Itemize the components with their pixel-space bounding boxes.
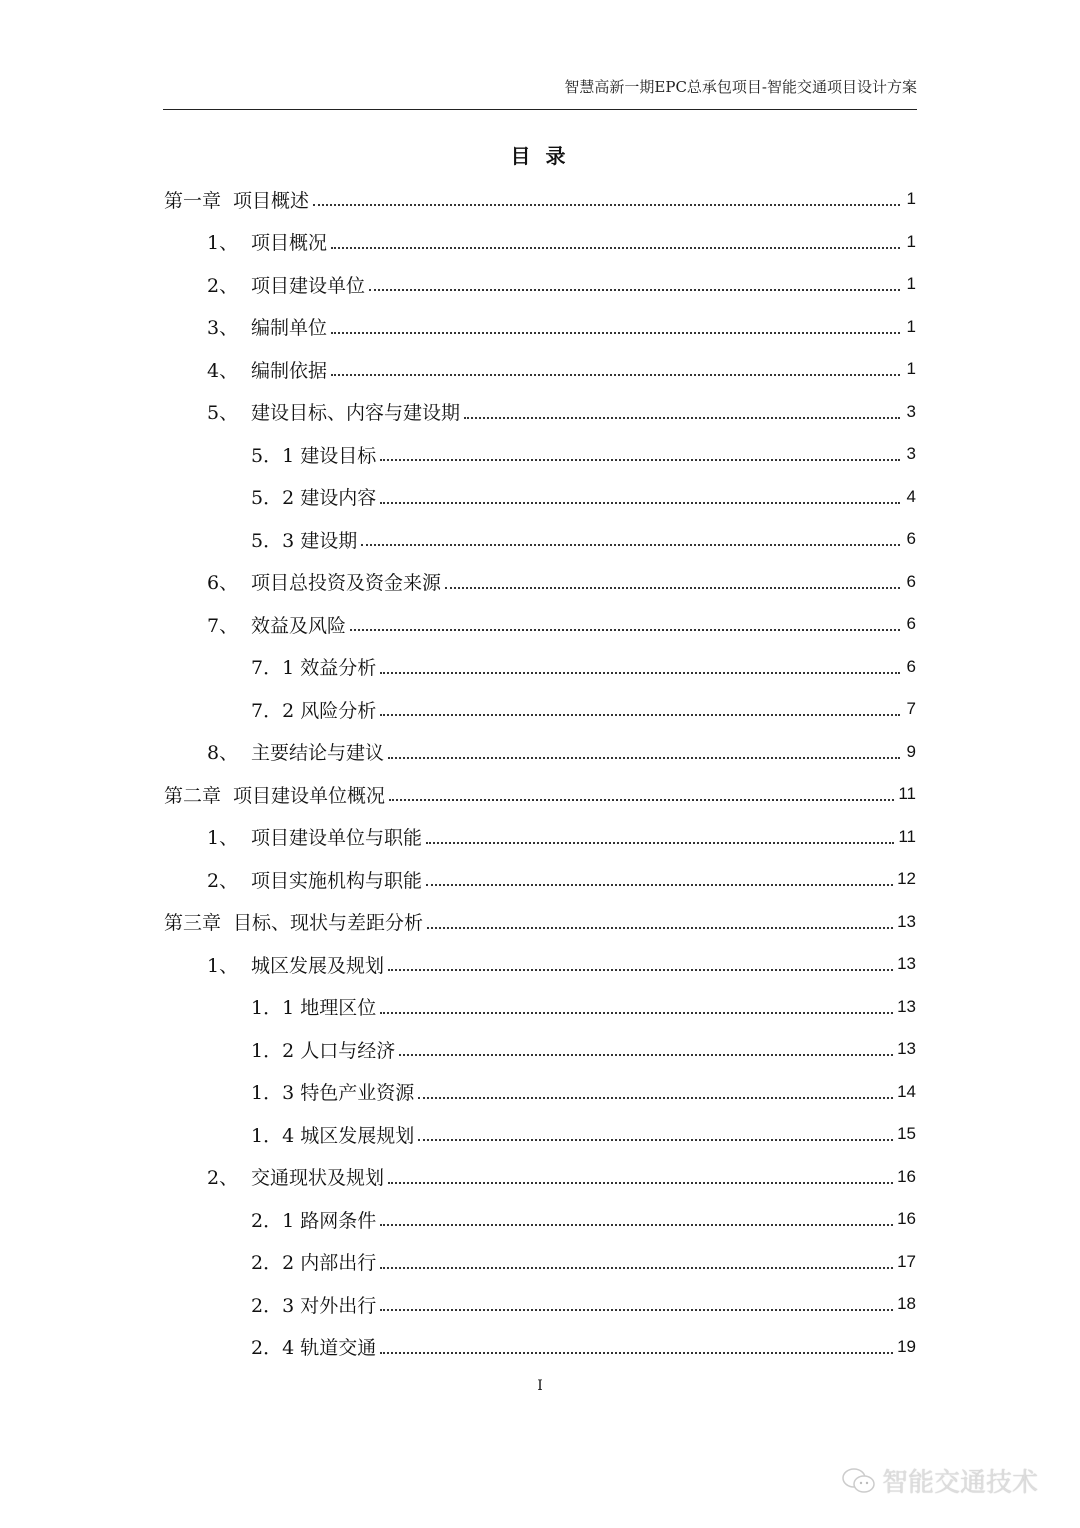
toc-entry-number: 第一章 [164, 189, 222, 212]
toc-entry-title: 项目概述 [233, 189, 310, 212]
toc-entry-page: 13 [897, 1039, 916, 1059]
toc-entry-title: 城区发展规划 [300, 1124, 415, 1147]
toc-entry-number: 7．1 [251, 657, 295, 680]
toc-entry-number: 2．4 [251, 1337, 295, 1360]
toc-entry-page: 3 [906, 444, 916, 464]
toc-entry-number: 2、 [207, 869, 239, 892]
toc-entry-page: 3 [906, 401, 916, 421]
toc-entry-number: 7、 [207, 614, 239, 637]
dot-leader [380, 714, 900, 716]
toc-entry[interactable] [164, 1326, 916, 1369]
toc-entry-number: 5．3 [251, 529, 295, 552]
toc-entry[interactable] [164, 518, 916, 561]
toc-entry-page: 7 [906, 699, 916, 719]
toc-entry-title: 项目概况 [251, 232, 328, 255]
toc-entry[interactable] [164, 1028, 916, 1071]
toc-entry-number: 第二章 [164, 784, 222, 807]
toc-entry-number: 8、 [207, 742, 239, 765]
toc-entry[interactable] [164, 646, 916, 689]
toc-entry-number: 2．2 [251, 1252, 295, 1275]
dot-leader [369, 289, 900, 291]
toc-entry[interactable] [164, 731, 916, 774]
toc-entry[interactable] [164, 986, 916, 1029]
toc-entry-number: 7．2 [251, 699, 295, 722]
toc-entry-number: 4、 [207, 359, 239, 382]
toc-entry-page: 6 [906, 571, 916, 591]
toc-entry-number: 2．3 [251, 1294, 295, 1317]
toc-entry-number: 1、 [207, 827, 239, 850]
dot-leader [445, 587, 900, 589]
toc-entry-title: 编制依据 [251, 359, 328, 382]
toc-entry[interactable] [164, 433, 916, 476]
dot-leader [380, 1267, 893, 1269]
toc-entry-title: 城区发展及规划 [251, 954, 385, 977]
dot-leader [427, 927, 893, 929]
toc-entry[interactable] [164, 1241, 916, 1284]
toc-entry[interactable] [164, 1283, 916, 1326]
toc-entry-title: 项目建设单位 [251, 274, 366, 297]
dot-leader [361, 544, 900, 546]
toc-entry-number: 5、 [207, 402, 239, 425]
toc-entry-page: 1 [906, 316, 916, 336]
toc-entry-title: 建设目标、内容与建设期 [251, 402, 461, 425]
watermark-text: 智能交通技术 [882, 1468, 1039, 1498]
dot-leader [418, 1097, 893, 1099]
toc-entry-title: 项目实施机构与职能 [251, 869, 423, 892]
toc-entry-page: 18 [897, 1294, 916, 1314]
dot-leader [380, 1309, 893, 1311]
toc-entry-number: 1．4 [251, 1124, 295, 1147]
dot-leader [380, 1352, 893, 1354]
toc-entry-title: 效益分析 [300, 657, 377, 680]
page-number: I [537, 1378, 543, 1394]
dot-leader [426, 842, 894, 844]
toc-entry[interactable] [164, 901, 916, 944]
toc-entry-page: 16 [897, 1166, 916, 1186]
toc-entry-number: 5．1 [251, 444, 295, 467]
toc-entry[interactable] [164, 858, 916, 901]
toc-entry-page: 6 [906, 614, 916, 634]
toc-entry-number: 1．1 [251, 997, 295, 1020]
table-of-contents [164, 178, 916, 1368]
toc-entry-title: 地理区位 [300, 997, 377, 1020]
dot-leader [313, 204, 900, 206]
toc-entry-title: 建设内容 [300, 487, 377, 510]
toc-entry[interactable] [164, 943, 916, 986]
toc-entry-number: 1．3 [251, 1082, 295, 1105]
toc-entry-page: 13 [897, 954, 916, 974]
toc-entry-title: 建设期 [300, 529, 358, 552]
dot-leader [388, 969, 893, 971]
dot-leader [380, 502, 900, 504]
toc-entry[interactable] [164, 476, 916, 519]
toc-entry[interactable] [164, 816, 916, 859]
toc-entry-page: 4 [906, 486, 916, 506]
toc-entry-title: 对外出行 [300, 1294, 377, 1317]
toc-entry-page: 19 [897, 1336, 916, 1356]
toc-entry-title: 路网条件 [300, 1209, 377, 1232]
toc-entry-page: 13 [897, 996, 916, 1016]
toc-entry-title: 建设目标 [300, 444, 377, 467]
toc-entry-page: 11 [898, 826, 916, 846]
toc-entry[interactable] [164, 561, 916, 604]
toc-entry[interactable] [164, 1113, 916, 1156]
toc-entry-number: 6、 [207, 572, 239, 595]
toc-entry-title: 项目总投资及资金来源 [251, 572, 442, 595]
toc-entry-title: 效益及风险 [251, 614, 347, 637]
toc-entry-page: 17 [897, 1251, 916, 1271]
watermark [842, 1462, 1038, 1499]
toc-entry-title: 交通现状及规划 [251, 1167, 385, 1190]
toc-entry-page: 6 [906, 656, 916, 676]
toc-entry-page: 14 [897, 1081, 916, 1101]
dot-leader [331, 247, 900, 249]
dot-leader [380, 1224, 893, 1226]
toc-entry-page: 9 [906, 741, 916, 761]
toc-entry[interactable] [164, 178, 916, 221]
dot-leader [380, 672, 900, 674]
dot-leader [418, 1139, 893, 1141]
toc-entry-title: 编制单位 [251, 317, 328, 340]
dot-leader [389, 799, 894, 801]
dot-leader [331, 332, 900, 334]
dot-leader [426, 884, 893, 886]
toc-entry[interactable] [164, 348, 916, 391]
toc-entry-page: 1 [906, 274, 916, 294]
toc-entry[interactable] [164, 263, 916, 306]
dot-leader [350, 629, 900, 631]
dot-leader [380, 459, 900, 461]
toc-entry-number: 3、 [207, 317, 239, 340]
toc-entry-title: 轨道交通 [300, 1337, 377, 1360]
toc-entry-number: 2．1 [251, 1209, 295, 1232]
dot-leader [388, 757, 900, 759]
dot-leader [380, 1012, 893, 1014]
toc-entry-page: 15 [897, 1124, 916, 1144]
toc-entry-page: 6 [906, 529, 916, 549]
dot-leader [388, 1182, 893, 1184]
toc-entry-number: 5．2 [251, 487, 295, 510]
toc-entry-title: 人口与经济 [300, 1039, 396, 1062]
toc-entry-title: 风险分析 [300, 699, 377, 722]
dot-leader [331, 374, 900, 376]
dot-leader [464, 417, 900, 419]
toc-entry[interactable] [164, 1198, 916, 1241]
toc-entry-page: 12 [897, 869, 916, 889]
toc-entry[interactable] [164, 306, 916, 349]
toc-entry-page: 1 [906, 231, 916, 251]
toc-entry-page: 1 [906, 189, 916, 209]
toc-entry-title: 项目建设单位与职能 [251, 827, 423, 850]
toc-entry[interactable] [164, 1156, 916, 1199]
toc-entry[interactable] [164, 688, 916, 731]
toc-entry-page: 11 [898, 784, 916, 804]
toc-entry[interactable] [164, 391, 916, 434]
toc-entry-page: 13 [897, 911, 916, 931]
wechat-icon [842, 1467, 876, 1495]
toc-entry[interactable] [164, 1071, 916, 1114]
toc-entry-page: 1 [906, 359, 916, 379]
toc-title: 目 录 [510, 144, 570, 168]
toc-entry-number: 1、 [207, 232, 239, 255]
toc-entry-title: 特色产业资源 [300, 1082, 415, 1105]
toc-entry-number: 2、 [207, 1167, 239, 1190]
toc-entry-number: 1、 [207, 954, 239, 977]
toc-entry-page: 16 [897, 1209, 916, 1229]
header-divider [163, 109, 917, 110]
toc-entry-number: 第三章 [164, 912, 222, 935]
toc-entry-title: 目标、现状与差距分析 [233, 912, 424, 935]
document-header: 智慧高新一期EPC总承包项目-智能交通项目设计方案 [564, 78, 917, 96]
toc-entry-title: 内部出行 [300, 1252, 377, 1275]
toc-entry-title: 项目建设单位概况 [233, 784, 386, 807]
dot-leader [399, 1054, 893, 1056]
toc-entry-title: 主要结论与建议 [251, 742, 385, 765]
toc-entry[interactable] [164, 221, 916, 264]
toc-entry[interactable] [164, 603, 916, 646]
toc-entry-number: 2、 [207, 274, 239, 297]
toc-entry-number: 1．2 [251, 1039, 295, 1062]
toc-entry[interactable] [164, 773, 916, 816]
